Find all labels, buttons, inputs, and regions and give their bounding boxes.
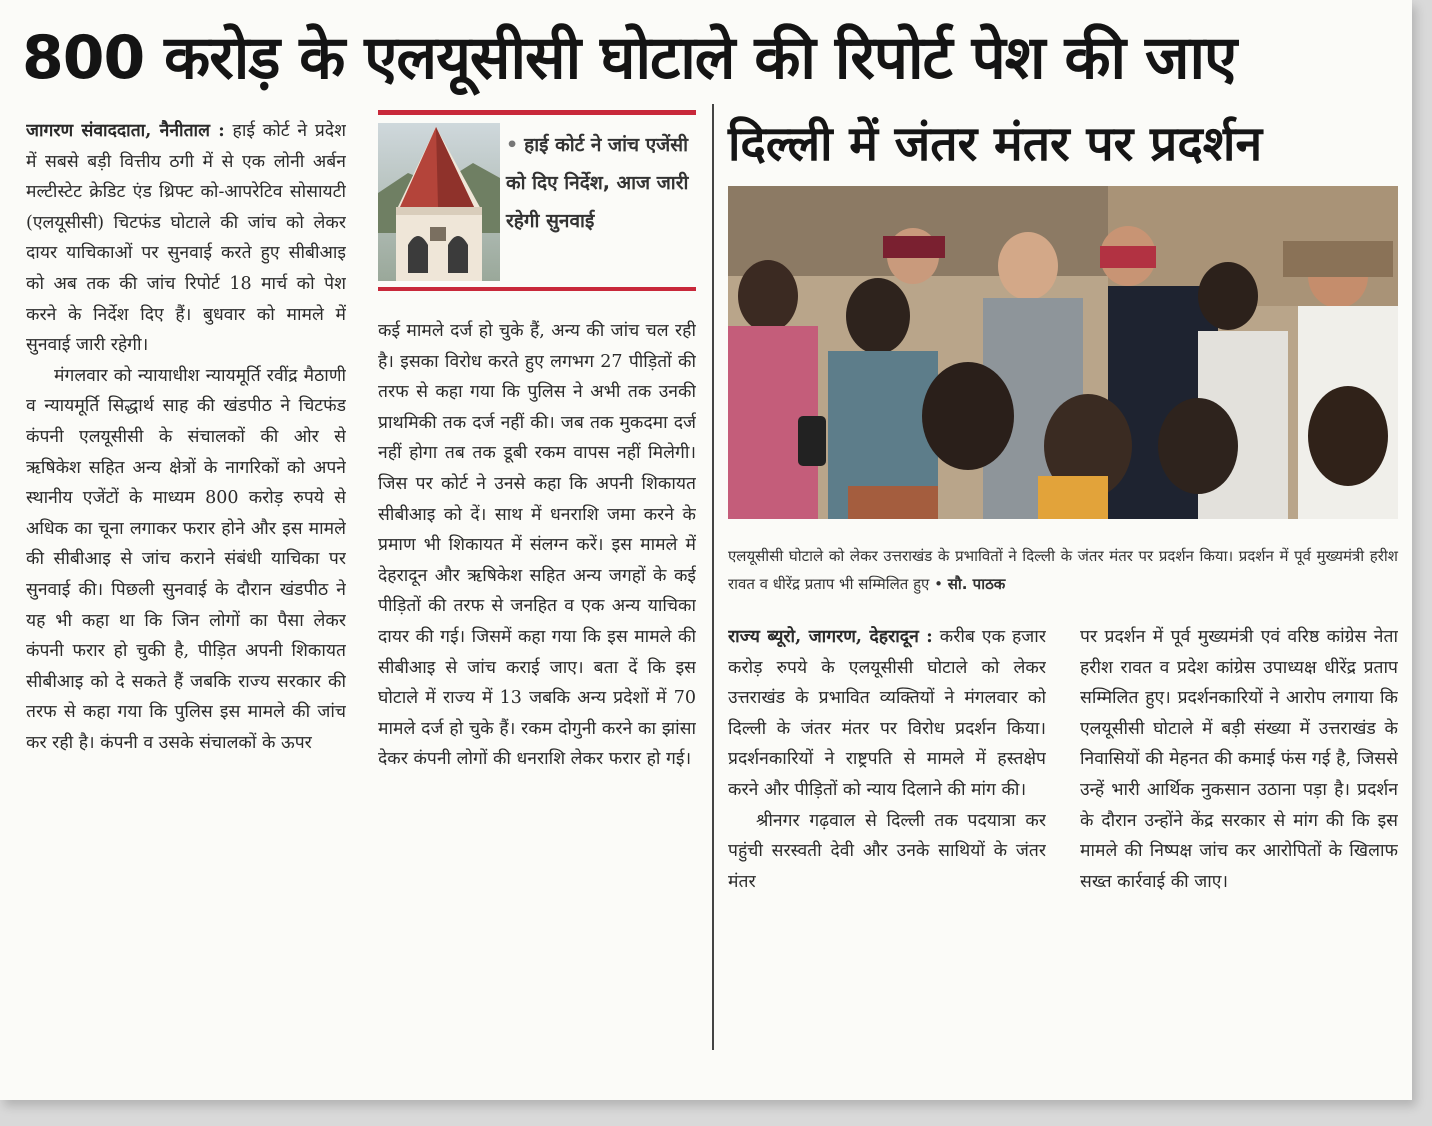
article-paragraph: श्रीनगर गढ़वाल से दिल्ली तक पदयात्रा कर पहुंची सरस्वती देवी और उनके साथियों के जंतर मंतर	[728, 810, 1046, 892]
article-column-2	[378, 316, 696, 1054]
article-paragraph: मंगलवार को न्यायाधीश न्यायमूर्ति रवींद्र मैठाणी व न्यायमूर्ति सिद्धार्थ साह की खंडपीठ ने चिटफंड कंपनी एलयूसीसी के संचालकों की ओर से ऋषिकेश सहित अन्य क्षेत्रों के नागरिकों को अपने स्थानीय एजेंटों के माध्यम 800 करोड़ रुपये से अधिक का चूना लगाकर फरार होने और इस मामले की सीबीआइ से जांच कराने संबंधी याचिका पर सुनवाई की। पिछली सुनवाई के दौरान खंडपीठ ने यह भी कहा था कि जिन लोगों का पैसा लेकर कंपनी फरार हो चुकी है, पीड़ित अपनी शिकायत सीबीआइ को दे सकते हैं जबकि राज्य सरकार की तरफ से कहा गया कि पुलिस इस मामले की जांच कर रही है। कंपनी व उसके संचालकों के ऊपर	[26, 365, 346, 753]
red-rule	[378, 110, 696, 115]
article-column-1	[26, 116, 346, 1054]
second-headline: दिल्ली में जंतर मंतर पर प्रदर्शन	[728, 116, 1263, 172]
article-column-4	[1080, 622, 1398, 1054]
column-divider	[712, 104, 714, 1050]
highlight-box	[378, 110, 696, 294]
article-paragraph: कई मामले दर्ज हो चुके हैं, अन्य की जांच चल रही है। इसका विरोध करते हुए लगभग 27 पीड़ितों की तरफ से कहा गया कि पुलिस ने अभी तक उनकी प्राथमिकी तक दर्ज नहीं की। जब तक मुकदमा दर्ज नहीं होगा तब तक डूबी रकम वापस नहीं मिलेगी। जिस पर कोर्ट ने उनसे कहा कि अपनी शिकायत सीबीआइ को दें। साथ में धनराशि जमा करने के प्रमाण भी शिकायत में संलग्न करें। इस मामले में देहरादून और ऋषिकेश सहित अन्य जगहों के कई पीड़ितों की तरफ से जनहित व एक अन्य याचिका दायर की गई। जिसमें कहा गया कि इस मामले की सीबीआइ से जांच कराई जाए। बता दें कि इस घोटाले में राज्य में 13 जबकि अन्य प्रदेशों में 70 मामले दर्ज हो चुके हैं। रकम दोगुनी करने का झांसा देकर कंपनी लोगों की धनराशि लेकर फरार हो गई।	[378, 321, 696, 770]
bullet-icon: •	[506, 134, 519, 156]
article-column-3	[728, 622, 1046, 1054]
protest-photo	[728, 186, 1398, 519]
court-building-photo	[378, 123, 500, 281]
dateline: राज्य ब्यूरो, जागरण, देहरादून :	[728, 627, 933, 647]
dateline: जागरण संवाददाता, नैनीताल :	[26, 121, 225, 141]
article-paragraph	[728, 622, 1046, 806]
main-headline: 800 करोड़ के एलयूसीसी घोटाले की रिपोर्ट पेश की जाए	[22, 23, 1237, 93]
photo-credit: सौ. पाठक	[947, 575, 1006, 593]
photo-caption	[728, 542, 1398, 602]
highlight-quote	[506, 126, 694, 240]
article-paragraph	[26, 116, 346, 361]
quote-text: हाई कोर्ट ने जांच एजेंसी को दिए निर्देश, आज जारी रहेगी सुनवाई	[506, 134, 689, 232]
caption-text: एलयूसीसी घोटाले को लेकर उत्तराखंड के प्रभावितों ने दिल्ली के जंतर मंतर पर प्रदर्शन किया। प्रदर्शन में पूर्व मुख्यमंत्री हरीश रावत व धीरेंद्र प्रताप भी सम्मिलित हुए •	[728, 547, 1398, 593]
article-paragraph: पर प्रदर्शन में पूर्व मुख्यमंत्री एवं वरिष्ठ कांग्रेस नेता हरीश रावत व प्रदेश कांग्रेस उपाध्यक्ष धीरेंद्र प्रताप सम्मिलित हुए। प्रदर्शनकारियों ने आरोप लगाया कि एलयूसीसी घोटाले में बड़ी संख्या में उत्तराखंड के निवासियों की मेहनत की कमाई फंस गई है, जिससे उन्हें भारी आर्थिक नुकसान उठाना पड़ा है। प्रदर्शन के दौरान उन्होंने केंद्र सरकार से मांग की कि इस मामले की निष्पक्ष जांच कर आरोपितों के खिलाफ सख्त कार्रवाई की जाए।	[1080, 627, 1398, 892]
paragraph-text: हाई कोर्ट ने प्रदेश में सबसे बड़ी वित्तीय ठगी में से एक लोनी अर्बन मल्टीस्टेट क्रेडिट एंड थ्रिफ्ट को-आपरेटिव सोसायटी (एलयूसीसी) चिटफंड घोटाले की जांच को लेकर दायर याचिकाओं पर सुनवाई करते हुए सीबीआइ को अब तक की जांच रिपोर्ट 18 मार्च को पेश करने के निर्देश दिए हैं। बुधवार को मामले में सुनवाई जारी रहेगी।	[26, 121, 346, 356]
red-rule	[378, 287, 696, 291]
paragraph-text: करीब एक हजार करोड़ रुपये के एलयूसीसी घोटाले को लेकर उत्तराखंड के प्रभावित व्यक्तियों ने मंगलवार को दिल्ली के जंतर मंतर पर विरोध प्रदर्शन किया। प्रदर्शनकारियों ने राष्ट्रपति से मामले में हस्तक्षेप करने और पीड़ितों को न्याय दिलाने की मांग की।	[728, 627, 1046, 800]
